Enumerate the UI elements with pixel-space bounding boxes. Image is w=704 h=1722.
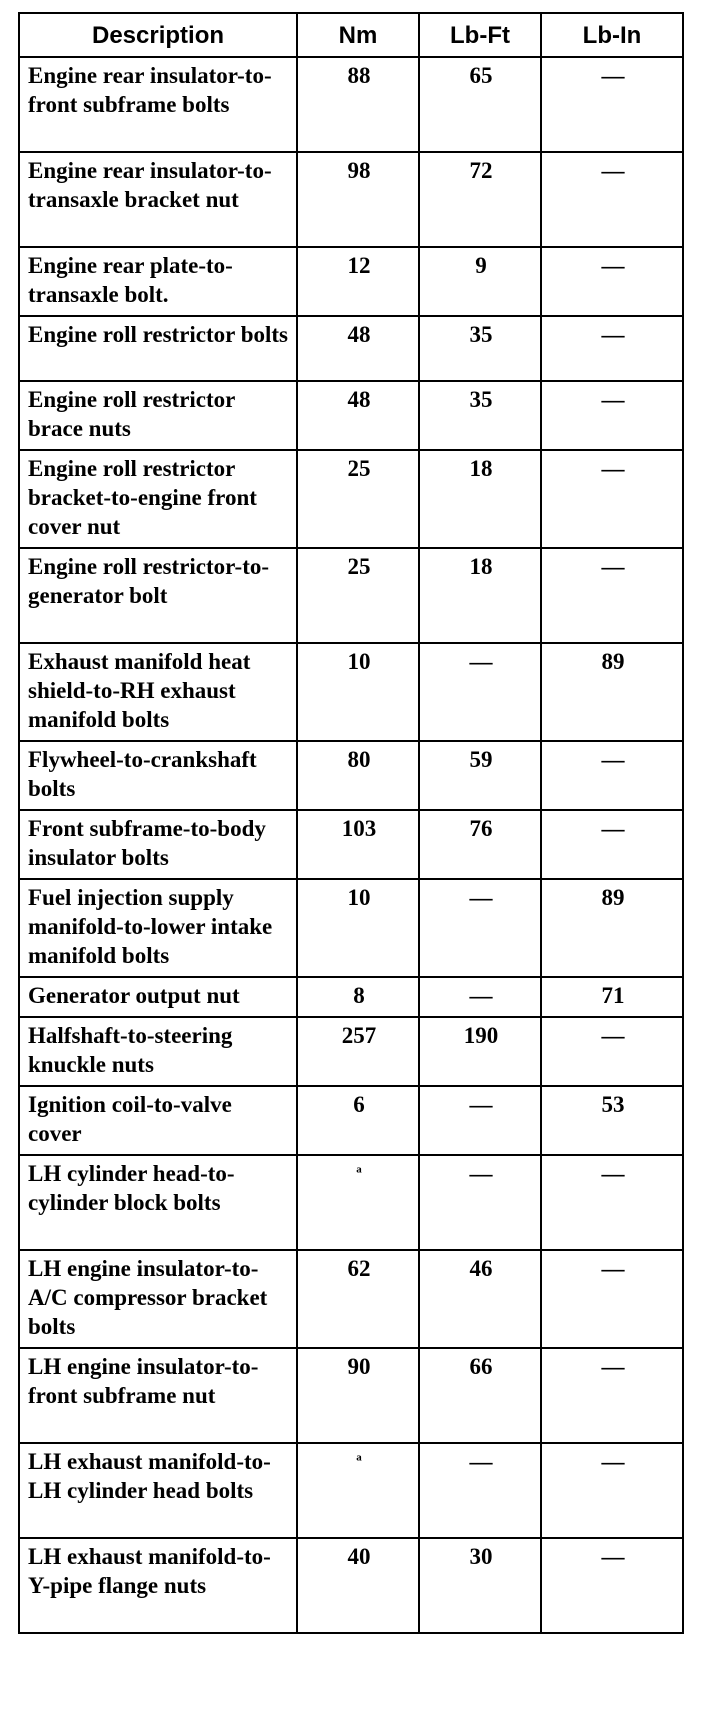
header-description: Description (19, 13, 297, 57)
table-row (19, 1443, 683, 1538)
lb-ft-cell: 18 (419, 450, 541, 548)
table-row (19, 1155, 683, 1250)
lb-in-cell: — (541, 1348, 683, 1443)
lb-ft-cell: 190 (419, 1017, 541, 1086)
table-row (19, 152, 683, 247)
description-cell: Fuel injection supply manifold-to-lower intake manifold bolts (19, 879, 297, 977)
table-body (19, 57, 683, 1633)
footnote-marker: a (356, 1451, 362, 1464)
footnote-marker: a (356, 1163, 362, 1176)
table-row (19, 450, 683, 548)
lb-in-cell: — (541, 548, 683, 643)
table-row (19, 879, 683, 977)
description-cell: Engine roll restrictor brace nuts (19, 381, 297, 450)
description-cell: Generator output nut (19, 977, 297, 1017)
lb-in-cell: 53 (541, 1086, 683, 1155)
nm-cell: 48 (297, 316, 419, 381)
description-cell: Engine rear insulator-to-transaxle bracket nut (19, 152, 297, 247)
lb-ft-cell: — (419, 1443, 541, 1538)
table-row (19, 548, 683, 643)
description-cell: LH exhaust manifold-to-Y-pipe flange nuts (19, 1538, 297, 1633)
lb-in-cell: — (541, 381, 683, 450)
lb-in-cell: — (541, 1017, 683, 1086)
nm-cell: 8 (297, 977, 419, 1017)
lb-ft-cell: 35 (419, 316, 541, 381)
nm-cell (297, 1443, 419, 1538)
header-nm: Nm (297, 13, 419, 57)
nm-cell (297, 1155, 419, 1250)
table-row (19, 977, 683, 1017)
nm-cell: 90 (297, 1348, 419, 1443)
description-cell: Halfshaft-to-steering knuckle nuts (19, 1017, 297, 1086)
table-row (19, 1538, 683, 1633)
table-row (19, 741, 683, 810)
table-row (19, 1348, 683, 1443)
lb-in-cell: — (541, 810, 683, 879)
nm-cell: 88 (297, 57, 419, 152)
lb-in-cell: 89 (541, 643, 683, 741)
nm-cell: 25 (297, 450, 419, 548)
description-cell: Engine rear plate-to-transaxle bolt. (19, 247, 297, 316)
lb-in-cell: — (541, 450, 683, 548)
lb-ft-cell: — (419, 879, 541, 977)
lb-in-cell: — (541, 1443, 683, 1538)
lb-ft-cell: 65 (419, 57, 541, 152)
table-row (19, 1017, 683, 1086)
nm-cell: 257 (297, 1017, 419, 1086)
lb-ft-cell: 72 (419, 152, 541, 247)
description-cell: LH cylinder head-to-cylinder block bolts (19, 1155, 297, 1250)
description-cell: LH engine insulator-to-A/C compressor bracket bolts (19, 1250, 297, 1348)
nm-cell: 80 (297, 741, 419, 810)
lb-in-cell: — (541, 247, 683, 316)
header-lb-ft: Lb-Ft (419, 13, 541, 57)
nm-cell: 25 (297, 548, 419, 643)
description-cell: Front subframe-to-body insulator bolts (19, 810, 297, 879)
nm-cell: 6 (297, 1086, 419, 1155)
description-cell: Ignition coil-to-valve cover (19, 1086, 297, 1155)
lb-ft-cell: — (419, 1155, 541, 1250)
nm-cell: 98 (297, 152, 419, 247)
header-lb-in: Lb-In (541, 13, 683, 57)
lb-in-cell: 89 (541, 879, 683, 977)
lb-ft-cell: 59 (419, 741, 541, 810)
description-cell: Exhaust manifold heat shield-to-RH exhaust manifold bolts (19, 643, 297, 741)
lb-ft-cell: 30 (419, 1538, 541, 1633)
table-row (19, 810, 683, 879)
lb-ft-cell: 9 (419, 247, 541, 316)
lb-ft-cell: — (419, 1086, 541, 1155)
nm-cell: 10 (297, 643, 419, 741)
table-row (19, 316, 683, 381)
header-row (19, 13, 683, 57)
description-cell: Flywheel-to-crankshaft bolts (19, 741, 297, 810)
torque-spec-table (18, 12, 684, 1634)
description-cell: LH engine insulator-to-front subframe nut (19, 1348, 297, 1443)
table-row (19, 57, 683, 152)
lb-in-cell: — (541, 1538, 683, 1633)
lb-in-cell: — (541, 1155, 683, 1250)
lb-ft-cell: 46 (419, 1250, 541, 1348)
torque-spec-sheet (18, 12, 682, 1634)
nm-cell: 103 (297, 810, 419, 879)
lb-in-cell: — (541, 57, 683, 152)
lb-ft-cell: 18 (419, 548, 541, 643)
description-cell: Engine rear insulator-to-front subframe bolts (19, 57, 297, 152)
lb-in-cell: — (541, 152, 683, 247)
lb-ft-cell: 35 (419, 381, 541, 450)
lb-ft-cell: — (419, 977, 541, 1017)
lb-in-cell: 71 (541, 977, 683, 1017)
nm-cell: 40 (297, 1538, 419, 1633)
lb-ft-cell: — (419, 643, 541, 741)
description-cell: Engine roll restrictor bracket-to-engine front cover nut (19, 450, 297, 548)
table-row (19, 1250, 683, 1348)
description-cell: LH exhaust manifold-to-LH cylinder head bolts (19, 1443, 297, 1538)
table-row (19, 247, 683, 316)
nm-cell: 62 (297, 1250, 419, 1348)
nm-cell: 12 (297, 247, 419, 316)
lb-ft-cell: 66 (419, 1348, 541, 1443)
description-cell: Engine roll restrictor bolts (19, 316, 297, 381)
table-row (19, 1086, 683, 1155)
nm-cell: 10 (297, 879, 419, 977)
table-row (19, 381, 683, 450)
lb-ft-cell: 76 (419, 810, 541, 879)
lb-in-cell: — (541, 741, 683, 810)
nm-cell: 48 (297, 381, 419, 450)
lb-in-cell: — (541, 1250, 683, 1348)
lb-in-cell: — (541, 316, 683, 381)
table-row (19, 643, 683, 741)
description-cell: Engine roll restrictor-to-generator bolt (19, 548, 297, 643)
